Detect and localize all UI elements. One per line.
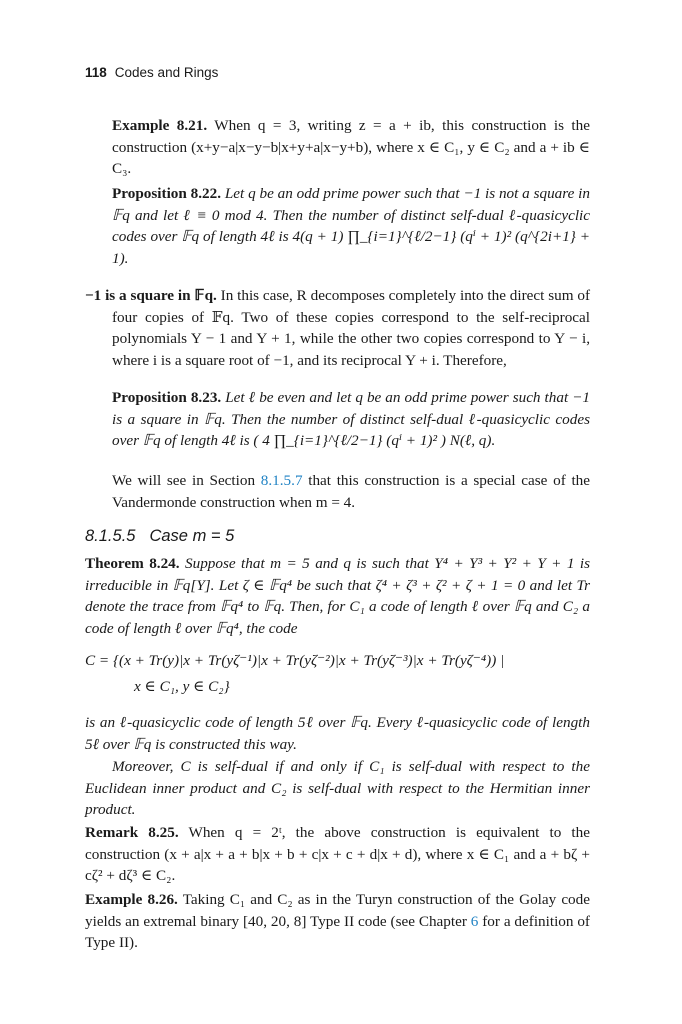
chapter-link[interactable]: 6 bbox=[470, 912, 479, 930]
remark-8-25 bbox=[85, 822, 590, 887]
theorem-8-24-label: Theorem 8.24. bbox=[85, 555, 180, 572]
square-case-paragraph bbox=[85, 285, 590, 371]
square-case-text: In this case, R decomposes completely into the direct sum of four copies of 𝔽q. Two of these copies correspond to the self-reciprocal polynomials Y − 1 and Y + 1, while the other two copies correspond to Y − i, where i is a square root of −1, and its reciprocal Y + i. Therefore, bbox=[112, 287, 590, 369]
example-8-21 bbox=[112, 115, 590, 180]
theorem-8-24 bbox=[85, 553, 590, 639]
page-number: 118 bbox=[85, 65, 107, 80]
section-link[interactable]: 8.1.5.7 bbox=[260, 472, 303, 489]
running-title: Codes and Rings bbox=[114, 65, 219, 80]
running-header bbox=[85, 65, 218, 80]
proposition-8-22 bbox=[112, 183, 590, 269]
example-8-26-pre: Taking C₁ and C₂ as in the Turyn construction of the Golay code yields an extremal binary [40, 20, 8] Type II code (see Chapter bbox=[85, 891, 590, 930]
see-section-paragraph bbox=[112, 470, 590, 513]
example-8-26 bbox=[85, 889, 590, 954]
see-section-pre: We will see in Section bbox=[112, 472, 261, 489]
example-8-26-label: Example 8.26. bbox=[85, 891, 178, 908]
remark-8-25-text: When q = 2ᵗ, the above construction is equivalent to the construction (x + a|x + a + b|x + b + c|x + c + d|x + d), where x ∈ C₁ and a + bζ + cζ² + dζ³ ∈ C₂. bbox=[85, 824, 590, 885]
example-8-21-text: When q = 3, writing z = a + ib, this construction is the construction (x+y−a|x−y−b|x+y+a|x−y+b), where x ∈ C₁, y ∈ C₂ and a + ib ∈ C₃. bbox=[112, 117, 590, 178]
section-number: 8.1.5.5 bbox=[85, 527, 136, 545]
proposition-8-22-label: Proposition 8.22. bbox=[112, 185, 222, 202]
equation-line-2: x ∈ C₁, y ∈ C₂} bbox=[134, 678, 230, 695]
see-section-post: that this construction is a special case of the Vandermonde construction when m = 4. bbox=[112, 472, 591, 511]
equation-line-1: C = {(x + Tr(y)|x + Tr(yζ⁻¹)|x + Tr(yζ⁻²)|x + Tr(yζ⁻³)|x + Tr(yζ⁻⁴)) | bbox=[85, 652, 505, 669]
example-8-26-post: for a definition of Type II). bbox=[85, 912, 590, 952]
proposition-8-23 bbox=[112, 387, 590, 452]
example-8-21-label: Example 8.21. bbox=[112, 117, 208, 134]
theorem-8-24-continuation-2: Moreover, C is self-dual if and only if C₁ is self-dual with respect to the Euclidean inner product and C₂ is self-dual with respect to the Hermitian inner product. bbox=[85, 758, 590, 819]
section-title: Case m = 5 bbox=[149, 527, 235, 545]
proposition-8-22-text: Let q be an odd prime power such that −1 is not a square in 𝔽q and let ℓ ≡ 0 mod 4. Then the number of distinct self-dual ℓ-quasicyclic codes over 𝔽q of length 4ℓ is 4(q + 1) ∏_{i=1}^{ℓ/2−1} (qⁱ + 1)² (q^{2i+1} + 1). bbox=[112, 185, 590, 267]
square-case-label: −1 is a square in 𝔽q. bbox=[85, 287, 217, 304]
theorem-8-24-continuation-1: is an ℓ-quasicyclic code of length 5ℓ over 𝔽q. Every ℓ-quasicyclic code of length 5ℓ over 𝔽q is constructed this way. bbox=[85, 714, 590, 753]
section-heading bbox=[85, 527, 234, 546]
remark-8-25-label: Remark 8.25. bbox=[85, 824, 179, 841]
theorem-8-24-text: Suppose that m = 5 and q is such that Y⁴ + Y³ + Y² + Y + 1 is irreducible in 𝔽q[Y]. Let ζ ∈ 𝔽q⁴ be such that ζ⁴ + ζ³ + ζ² + ζ + 1 = 0 and let Tr denote the trace from 𝔽q⁴ to 𝔽q. Then, for C₁ a code of length ℓ over 𝔽q and C₂ a code of length ℓ over 𝔽q⁴, the code bbox=[85, 555, 591, 637]
proposition-8-23-text: Let ℓ be even and let q be an odd prime power such that −1 is a square in 𝔽q. Then the number of distinct self-dual ℓ-quasicyclic codes over 𝔽q of length 4ℓ is ( 4 ∏_{i=1}^{ℓ/2−1} (qⁱ + 1)² ) N(ℓ, q). bbox=[112, 389, 591, 450]
proposition-8-23-label: Proposition 8.23. bbox=[112, 389, 222, 406]
